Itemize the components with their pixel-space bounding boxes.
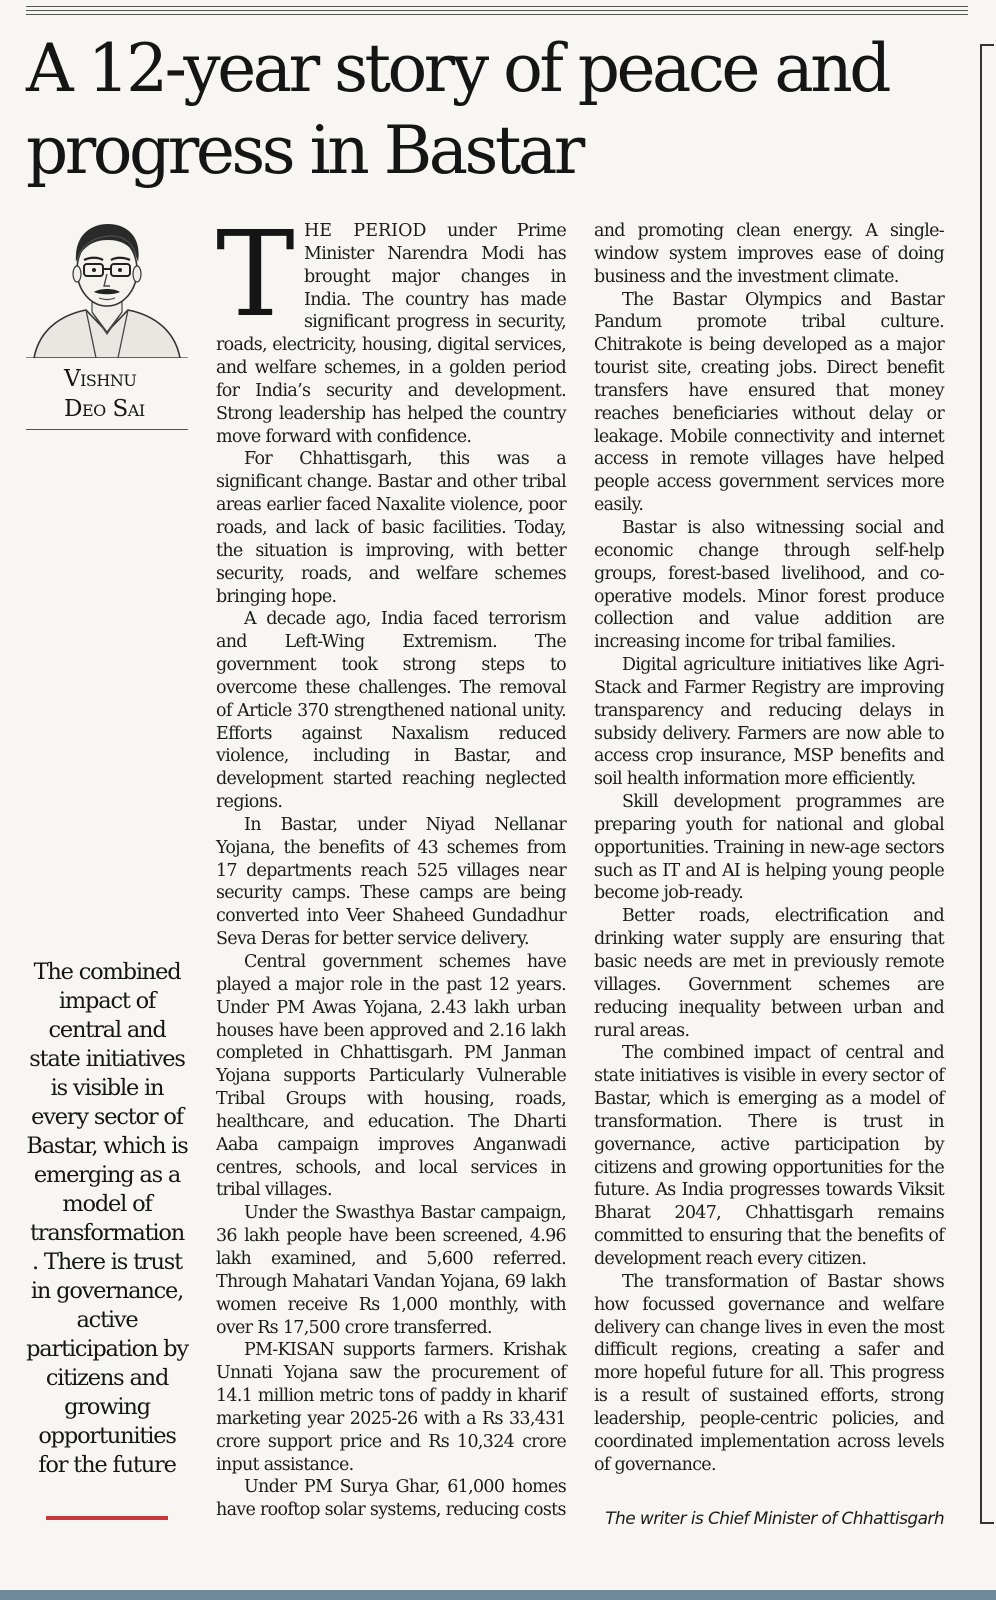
headline-line-2: progress in Bastar <box>26 112 582 189</box>
body-paragraph: PM-KISAN supports farmers. Krishak Unnati Yojana saw the procurement of 14.1 million metric tons of paddy in kharif marketing year 2025-26 with a Rs 33,431 crore support price and Rs 10,324 crore input assistance. <box>216 1340 566 1475</box>
author-credit: The writer is Chief Minister of Chhattisgarh <box>605 1509 944 1529</box>
lead-paragraph <box>216 205 566 448</box>
author-portrait-sketch-icon <box>26 214 188 358</box>
body-paragraph: Under PM Surya Ghar, 61,000 homes have rooftop solar systems, reducing costs <box>216 1477 566 1521</box>
page-edge-rule <box>980 44 996 1524</box>
body-paragraph: For Chhattisgarh, this was a significant change. Bastar and other tribal areas earlier faced Naxalite violence, poor roads, and lack of basic facilities. Today, the situation is improving, with better security, roads, and welfare schemes bringing hope. <box>216 449 566 607</box>
article-column-1 <box>216 205 566 1522</box>
body-paragraph: A decade ago, India faced terrorism and Left-Wing Extremism. The government took strong steps to overcome these challenges. The removal of Article 370 strengthened national unity. Efforts against Naxalism reduced violence, including in Bastar, and development started reaching neglected regions. <box>216 609 566 813</box>
body-paragraph: The combined impact of central and state initiatives is visible in every sector of Bastar, which is emerging as a model of transformation. There is trust in governance, active participation by citizens and growing opportunities for the future. As India progresses towards Viksit Bharat 2047, Chhattisgarh remains committed to ensuring that the benefits of development reach every citizen. <box>594 1043 944 1269</box>
masthead-rules <box>26 4 968 18</box>
lead-caps: HE PERIOD <box>304 221 427 241</box>
byline <box>26 360 188 430</box>
body-paragraph-continued: and promoting clean energy. A single-window system improves ease of doing business and the investment climate. <box>594 221 944 287</box>
author-name-first: Vishnu <box>64 366 137 392</box>
body-paragraph: In Bastar, under Niyad Nellanar Yojana, the benefits of 43 schemes from 17 departments reach 525 villages near security camps. These camps are being converted into Veer Shaheed Gundadhur Seva Deras for better service delivery. <box>216 814 566 950</box>
body-paragraph: Bastar is also witnessing social and economic change through self-help groups, forest-based livelihood, and co-operative models. Minor forest produce collection and value addition are increasing income for tribal families. <box>594 517 944 653</box>
body-paragraph: Digital agriculture initiatives like Agri-Stack and Farmer Registry are improving transparency and reducing delays in subsidy delivery. Farmers are now able to access crop insurance, MSP benefits and soil health information more efficiently. <box>594 655 944 790</box>
pull-quote: The combined impact of central and state initiatives is visible in every sector of Bastar, which is emerging as a model of transformation . There is trust in governance, active participation by citizens and growing opportunities for the future <box>26 959 188 1478</box>
pull-quote-accent-rule <box>46 1516 168 1520</box>
drop-cap: T <box>216 205 295 343</box>
body-paragraph: Better roads, electrification and drinking water supply are ensuring that basic needs are met in previously remote villages. Government schemes are reducing inequality between urban and rural areas. <box>594 906 944 1041</box>
author-name-last: Deo Sai <box>64 396 145 422</box>
author-photo <box>26 214 188 358</box>
body-paragraph: The Bastar Olympics and Bastar Pandum promote tribal culture. Chitrakote is being developed as a major tourist site, creating jobs. Direct benefit transfers have ensured that money reaches beneficiaries without delay or leakage. Mobile connectivity and internet access in remote villages have helped people access government services more easily. <box>594 289 944 516</box>
body-paragraph: Skill development programmes are preparing youth for national and global opportunities. Training in new-age sectors such as IT and AI is helping young people become job-ready. <box>594 792 944 904</box>
headline <box>26 28 966 192</box>
page-bottom-bar <box>0 1590 996 1600</box>
lead-text: under Prime Minister Narendra Modi has brought major changes in India. The country has made significant progress in security, roads, electricity, housing, digital services, and welfare schemes, in a golden period for India’s security and development. Strong leadership has helped the country move forward with confidence. <box>216 221 566 447</box>
body-paragraph: The transformation of Bastar shows how focussed governance and welfare delivery can change lives in even the most difficult regions, creating a safer and more hopeful future for all. This progress is a result of sustained efforts, strong leadership, people-centric policies, and coordinated implementation across levels of governance. <box>594 1271 944 1475</box>
body-paragraph: Central government schemes have played a major role in the past 12 years. Under PM Awas Yojana, 2.43 lakh urban houses have been approved and 2.16 lakh completed in Chhattisgarh. PM Janman Yojana supports Particularly Vulnerable Tribal Groups with housing, roads, healthcare, and education. The Dharti Aaba campaign improves Anganwadi centres, schools, and local services in tribal villages. <box>216 952 566 1201</box>
body-paragraph: Under the Swasthya Bastar campaign, 36 lakh people have been screened, 4.96 lakh examined, and 5,600 referred. Through Mahatari Vandan Yojana, 69 lakh women receive Rs 1,000 monthly, with over Rs 17,500 crore transferred. <box>216 1203 566 1338</box>
article-column-2 <box>594 220 944 1476</box>
headline-line-1: A 12-year story of peace and <box>26 30 888 107</box>
